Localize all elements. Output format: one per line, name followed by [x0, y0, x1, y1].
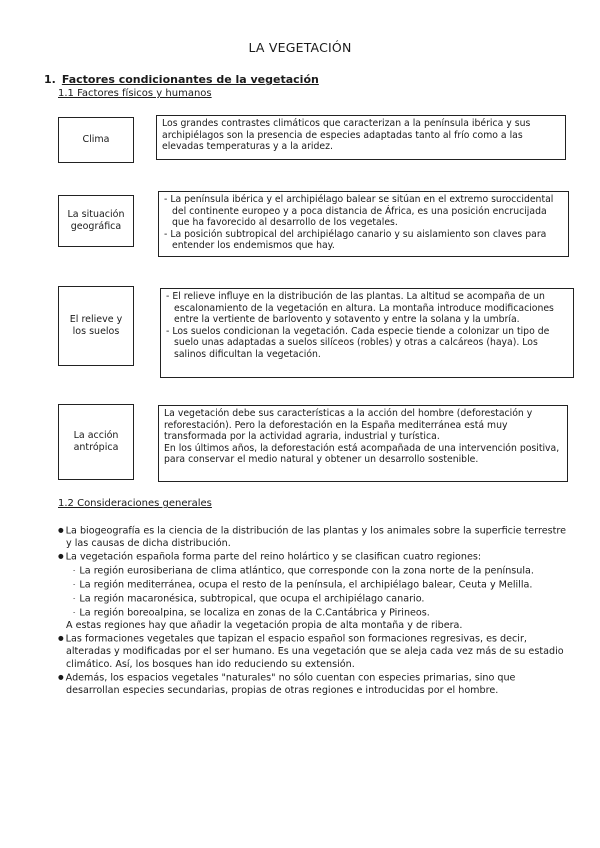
paragraph: La vegetación debe sus características a la acción del hombre (deforestación y reforestación). Pero la deforestación en la España mediterránea está muy transformada por la actividad agraria, industrial y turística.	[164, 408, 533, 442]
factor-description-geographic-situation	[158, 191, 569, 257]
factor-description-relief-soils	[160, 288, 574, 378]
factor-label-text: La situación geográfica	[67, 209, 125, 232]
bullet-item: ● La biogeografía es la ciencia de la distribución de las plantas y los animales sobre la superficie terrestre y las causas de dicha distribución.	[58, 524, 568, 550]
page-title: LA VEGETACIÓN	[248, 40, 352, 55]
section-heading-text: Factores condicionantes de la vegetación	[61, 73, 319, 86]
list-item: - El relieve influye en la distribución de las plantas. La altitud se acompaña de un escalonamiento de la vegetación en altura. La montaña introduce modificaciones entre la vertiente de barlovento y sotavento y entre la solana y la umbría.	[166, 291, 568, 326]
factor-label-relief-soils	[58, 286, 134, 366]
subsection-heading-general-considerations: 1.2 Consideraciones generales	[58, 498, 212, 509]
regions-list	[58, 564, 568, 620]
factor-description-anthropic-action	[158, 405, 568, 482]
factor-description-text: Los grandes contrastes climáticos que caracterizan a la península ibérica y sus archipiélagos son la presencia de especies adaptadas tanto al frío como a las elevadas temperaturas y a la aridez.	[162, 118, 531, 152]
region-item: - La región macaronésica, subtropical, que ocupa el archipiélago canario.	[58, 592, 568, 606]
factor-label-text: El relieve y los suelos	[69, 314, 123, 337]
general-considerations-list	[58, 524, 568, 697]
section-number: 1.	[44, 73, 56, 86]
factor-label-climate	[58, 117, 134, 163]
factor-label-anthropic-action	[58, 404, 134, 480]
bullet-item: ● Además, los espacios vegetales "naturales" no sólo cuentan con especies primarias, sino que desarrollan especies secundarias, propias de otras regiones e introducidas por el hombre.	[58, 671, 568, 697]
bullet-text: La vegetación española forma parte del reino holártico y se clasifican cuatro regiones:	[65, 551, 482, 563]
subsection-heading-physical-human: 1.1 Factores físicos y humanos	[58, 88, 212, 99]
factor-label-geographic-situation	[58, 195, 134, 247]
paragraph: En los últimos años, la deforestación está acompañada de una intervención positiva, para conservar el medio natural y obtener un desarrollo sostenible.	[164, 442, 560, 465]
list-item: - La posición subtropical del archipiélago canario y su aislamiento son claves para entender los endemismos que hay.	[164, 229, 563, 252]
regions-note: A estas regiones hay que añadir la vegetación propia de alta montaña y de ribera.	[66, 619, 463, 631]
region-item: - La región eurosiberiana de clima atlántico, que corresponde con la zona norte de la península.	[58, 564, 568, 578]
list-item: - Los suelos condicionan la vegetación. Cada especie tiende a colonizar un tipo de suelo unas adaptadas a suelos silíceos (robles) y otras a calcáreos (haya). Los salinos dificultan la vegetación.	[166, 326, 568, 361]
factor-description-climate	[156, 115, 566, 160]
region-item: - La región mediterránea, ocupa el resto de la península, el archipiélago balear, Ceuta y Melilla.	[58, 578, 568, 592]
factor-label-text: La acción antrópica	[73, 430, 119, 453]
region-item: - La región boreoalpina, se localiza en zonas de la C.Cantábrica y Pirineos.	[58, 606, 568, 620]
list-item: - La península ibérica y el archipiélago balear se sitúan en el extremo suroccidental del continente europeo y a poca distancia de África, es una posición encrucijada que ha favorecido al desarrollo de los vegetales.	[164, 194, 563, 229]
section-heading	[44, 73, 319, 86]
bullet-item: ● Las formaciones vegetales que tapizan el espacio español son formaciones regresivas, es decir, alteradas y modificadas por el ser humano. Es una vegetación que se aleja cada vez más de su estadio climático. Así, los bosques han ido reduciendo su extensión.	[58, 632, 568, 671]
bullet-item	[58, 550, 568, 564]
factor-label-text: Clima	[82, 134, 110, 145]
